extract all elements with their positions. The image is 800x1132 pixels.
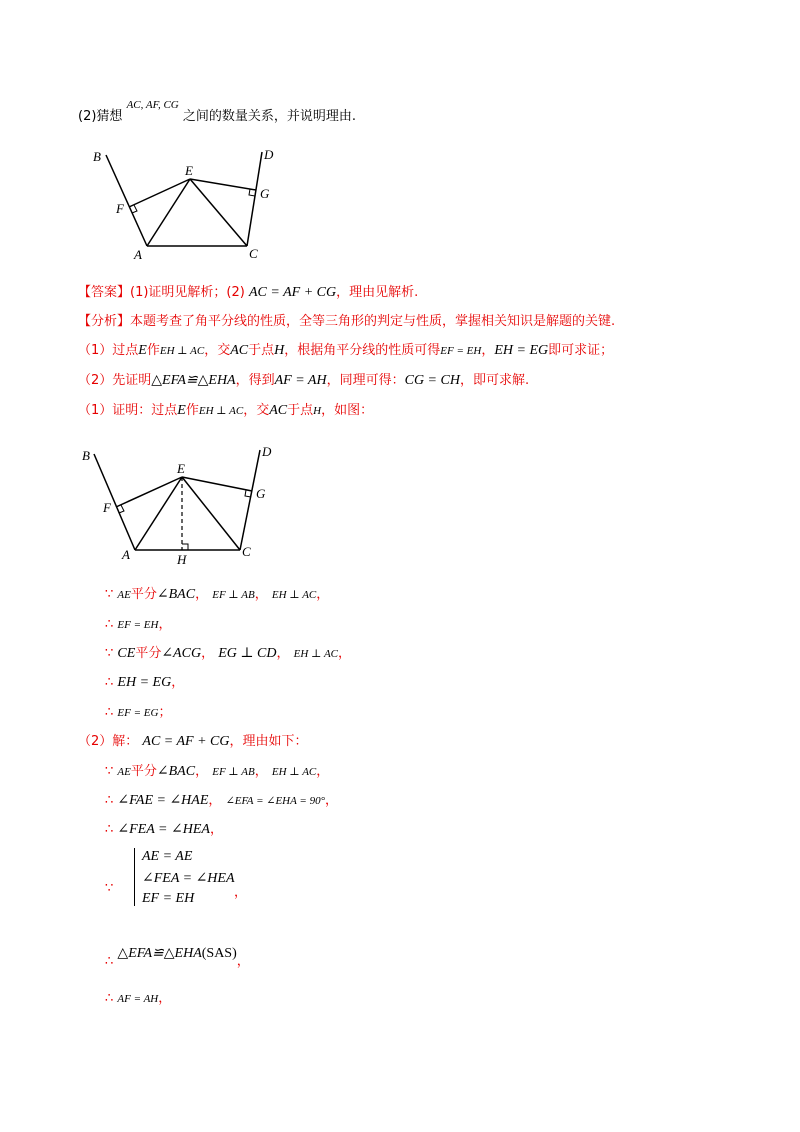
proof1-seg-AC: AC — [269, 403, 288, 418]
hint1-point-E: E — [138, 343, 147, 358]
question-vars: AC, AF, CG — [126, 99, 179, 111]
conclusion-1 — [105, 945, 250, 969]
p2l1-comma3: ， — [316, 764, 330, 779]
proof1-line-5 — [105, 704, 171, 722]
fig1-seg-BA — [106, 155, 147, 246]
hint1-text-e: ，根据角平分线的性质可得 — [284, 343, 441, 358]
question-line — [78, 99, 357, 126]
fig2-label-G: G — [256, 486, 266, 501]
p1l3-perp1: EG ⊥ CD — [218, 646, 277, 661]
p1l1-angle: ∠BAC — [156, 587, 196, 602]
answer-part2: ，理由见解析. — [336, 285, 419, 300]
fig1-label-F: F — [116, 201, 124, 216]
p1l1-bisect: 平分 — [130, 587, 157, 602]
hint2-text-d: ，即可求解. — [459, 373, 530, 388]
question-prefix: (2)猜想 — [78, 109, 123, 124]
symbol-therefore: ∴ — [105, 617, 114, 632]
fig1-seg-EC — [190, 179, 247, 246]
part2-line-2 — [105, 792, 338, 810]
fig2-label-B: B — [82, 448, 90, 463]
part2-label: （2）解： — [78, 734, 139, 749]
fig1-right-angle-F — [132, 205, 137, 213]
analysis-text: 本题考查了角平分线的性质，全等三角形的判定与性质，掌握相关知识是解题的关键. — [130, 314, 616, 329]
hint1-text-b: 作 — [146, 343, 160, 358]
fig2-right-angle-F — [119, 505, 124, 513]
p1l1-comma: ， — [195, 587, 209, 602]
symbol-therefore: ∴ — [105, 793, 114, 808]
answer-equation: AC = AF + CG — [249, 285, 337, 300]
symbol-because: ∵ — [105, 764, 114, 779]
hint1-eq1: EF = EH — [440, 345, 482, 357]
p2l2-comma: ， — [208, 793, 222, 808]
p2l1-comma: ， — [195, 764, 209, 779]
p2l1-AE: AE — [117, 766, 131, 778]
fig1-label-C: C — [249, 246, 258, 261]
system-end: ， — [234, 885, 248, 900]
p1l3-angle: ∠ACG — [161, 646, 202, 661]
hint2-eq2: CG = CH — [404, 373, 460, 388]
proof1-text-e: ，如图： — [321, 403, 374, 418]
p1l1-comma3: ， — [316, 587, 330, 602]
p1l1-comma2: ， — [254, 587, 268, 602]
p2l2-eq1: ∠FAE = ∠HAE — [117, 793, 209, 808]
sas-reason: (SAS) — [201, 946, 237, 961]
p1l3-perp2: EH ⊥ AC — [293, 648, 339, 660]
p1l3-CE: CE — [117, 646, 136, 661]
symbol-therefore: ∴ — [105, 822, 114, 837]
hint1-seg-AC: AC — [230, 343, 249, 358]
fig2-label-F: F — [103, 500, 111, 515]
p1l3-comma: ， — [201, 646, 215, 661]
symbol-because: ∵ — [105, 646, 114, 661]
symbol-because: ∵ — [105, 587, 114, 602]
symbol-therefore: ∴ — [105, 705, 114, 720]
p1l3-bisect: 平分 — [135, 646, 162, 661]
conclusion1-comma: ， — [236, 954, 250, 969]
hint-step-2 — [78, 372, 529, 390]
fig1-label-G: G — [260, 186, 270, 201]
figure-1 — [90, 145, 290, 265]
p2l1-perp2: EH ⊥ AC — [271, 766, 317, 778]
p2l1-angle: ∠BAC — [156, 764, 196, 779]
hint2-text-c: ，同理可得： — [326, 373, 405, 388]
system-row-3: EF = EH — [142, 891, 195, 906]
answer-tag: 【答案】 — [78, 285, 131, 300]
p1l1-perp2: EH ⊥ AC — [271, 589, 317, 601]
fig2-label-H: H — [177, 552, 187, 567]
fig1-label-D: D — [264, 147, 274, 162]
hint1-point-H: H — [274, 343, 285, 358]
fig1-label-B: B — [93, 149, 101, 164]
proof1-line-1 — [105, 586, 329, 604]
proof1-text-c: ，交 — [243, 403, 270, 418]
symbol-therefore: ∴ — [105, 675, 114, 690]
proof1-line-3 — [105, 645, 351, 663]
p1l4-eq: EH = EG — [117, 675, 172, 690]
part2-reason: ，理由如下： — [229, 734, 308, 749]
fig1-label-A: A — [134, 247, 142, 262]
p2l2-comma2: ， — [324, 793, 338, 808]
congruence-statement: △EFA≌△EHA — [117, 946, 202, 961]
system-because — [105, 880, 113, 898]
p1l3-comma3: ， — [338, 646, 352, 661]
fig2-label-C: C — [242, 544, 251, 559]
hint1-text-c: ，交 — [204, 343, 231, 358]
part2-intro — [78, 733, 308, 751]
p2l1-perp1: EF ⊥ AB — [212, 766, 255, 778]
fig1-label-E: E — [185, 163, 193, 178]
hint-step-1 — [78, 342, 613, 360]
conclusion2-eq: AF = AH — [117, 993, 159, 1005]
system-row-1: AE = AE — [142, 849, 193, 864]
symbol-therefore: ∴ — [105, 954, 114, 969]
hint1-text-d: 于点 — [248, 343, 275, 358]
p1l5-semicolon: ； — [158, 705, 172, 720]
hint1-text-a: （1）过点 — [78, 343, 139, 358]
p1l2-eq: EF = EH — [117, 619, 159, 631]
proof1-text-d: 于点 — [287, 403, 314, 418]
symbol-therefore: ∴ — [105, 991, 114, 1006]
proof1-point-H: H — [313, 405, 322, 417]
p2l3-eq: ∠FEA = ∠HEA — [117, 822, 210, 837]
part2-line-3 — [105, 821, 223, 839]
p1l3-comma2: ， — [276, 646, 290, 661]
analysis-line — [78, 313, 615, 331]
p2l2-eq2: ∠EFA = ∠EHA = 90° — [225, 795, 325, 807]
fig2-label-A: A — [122, 547, 130, 562]
proof1-point-E: E — [177, 403, 186, 418]
fig1-seg-EG — [190, 179, 256, 190]
proof1-text-a: （1）证明：过点 — [78, 403, 178, 418]
part2-equation: AC = AF + CG — [142, 734, 230, 749]
hint2-text-a: （2）先证明 — [78, 373, 152, 388]
p1l4-comma: ， — [171, 675, 185, 690]
proof1-intro — [78, 402, 373, 420]
question-suffix: 之间的数量关系，并说明理由. — [182, 109, 357, 124]
figure-2 — [78, 440, 288, 572]
p1l1-perp1: EF ⊥ AB — [212, 589, 255, 601]
part2-line-1 — [105, 763, 329, 781]
conclusion2-comma: ， — [158, 991, 172, 1006]
p1l5-eq: EF = EG — [117, 707, 159, 719]
hint1-perp: EH ⊥ AC — [159, 345, 205, 357]
system-row-2: ∠FEA = ∠HEA — [142, 871, 235, 886]
hint1-text-f: ， — [481, 343, 495, 358]
proof1-line-2 — [105, 616, 171, 634]
proof1-text-b: 作 — [185, 403, 199, 418]
fig2-label-E: E — [177, 461, 185, 476]
symbol-because: ∵ — [105, 881, 114, 896]
answer-line — [78, 284, 418, 302]
analysis-tag: 【分析】 — [78, 314, 131, 329]
p1l1-AE: AE — [117, 589, 131, 601]
p1l2-comma: ， — [158, 617, 172, 632]
hint1-eq2: EH = EG — [494, 343, 549, 358]
hint2-text-b: ，得到 — [235, 373, 275, 388]
hint2-eq1: AF = AH — [274, 373, 327, 388]
p2l3-comma: ， — [209, 822, 223, 837]
p2l1-comma2: ， — [254, 764, 268, 779]
fig2-right-angle-H — [182, 544, 188, 550]
proof1-line-4 — [105, 674, 184, 692]
fig2-seg-BA — [94, 454, 135, 550]
hint2-congruence: △EFA≌△EHA — [151, 373, 236, 388]
hint1-text-g: 即可求证； — [548, 343, 614, 358]
p2l1-bisect: 平分 — [130, 764, 157, 779]
fig2-seg-EG — [182, 477, 252, 491]
answer-part1: (1)证明见解析；(2) — [130, 285, 245, 300]
proof1-perp: EH ⊥ AC — [198, 405, 244, 417]
conclusion-2 — [105, 990, 171, 1008]
fig2-seg-EC — [182, 477, 240, 550]
fig2-label-D: D — [262, 444, 272, 459]
